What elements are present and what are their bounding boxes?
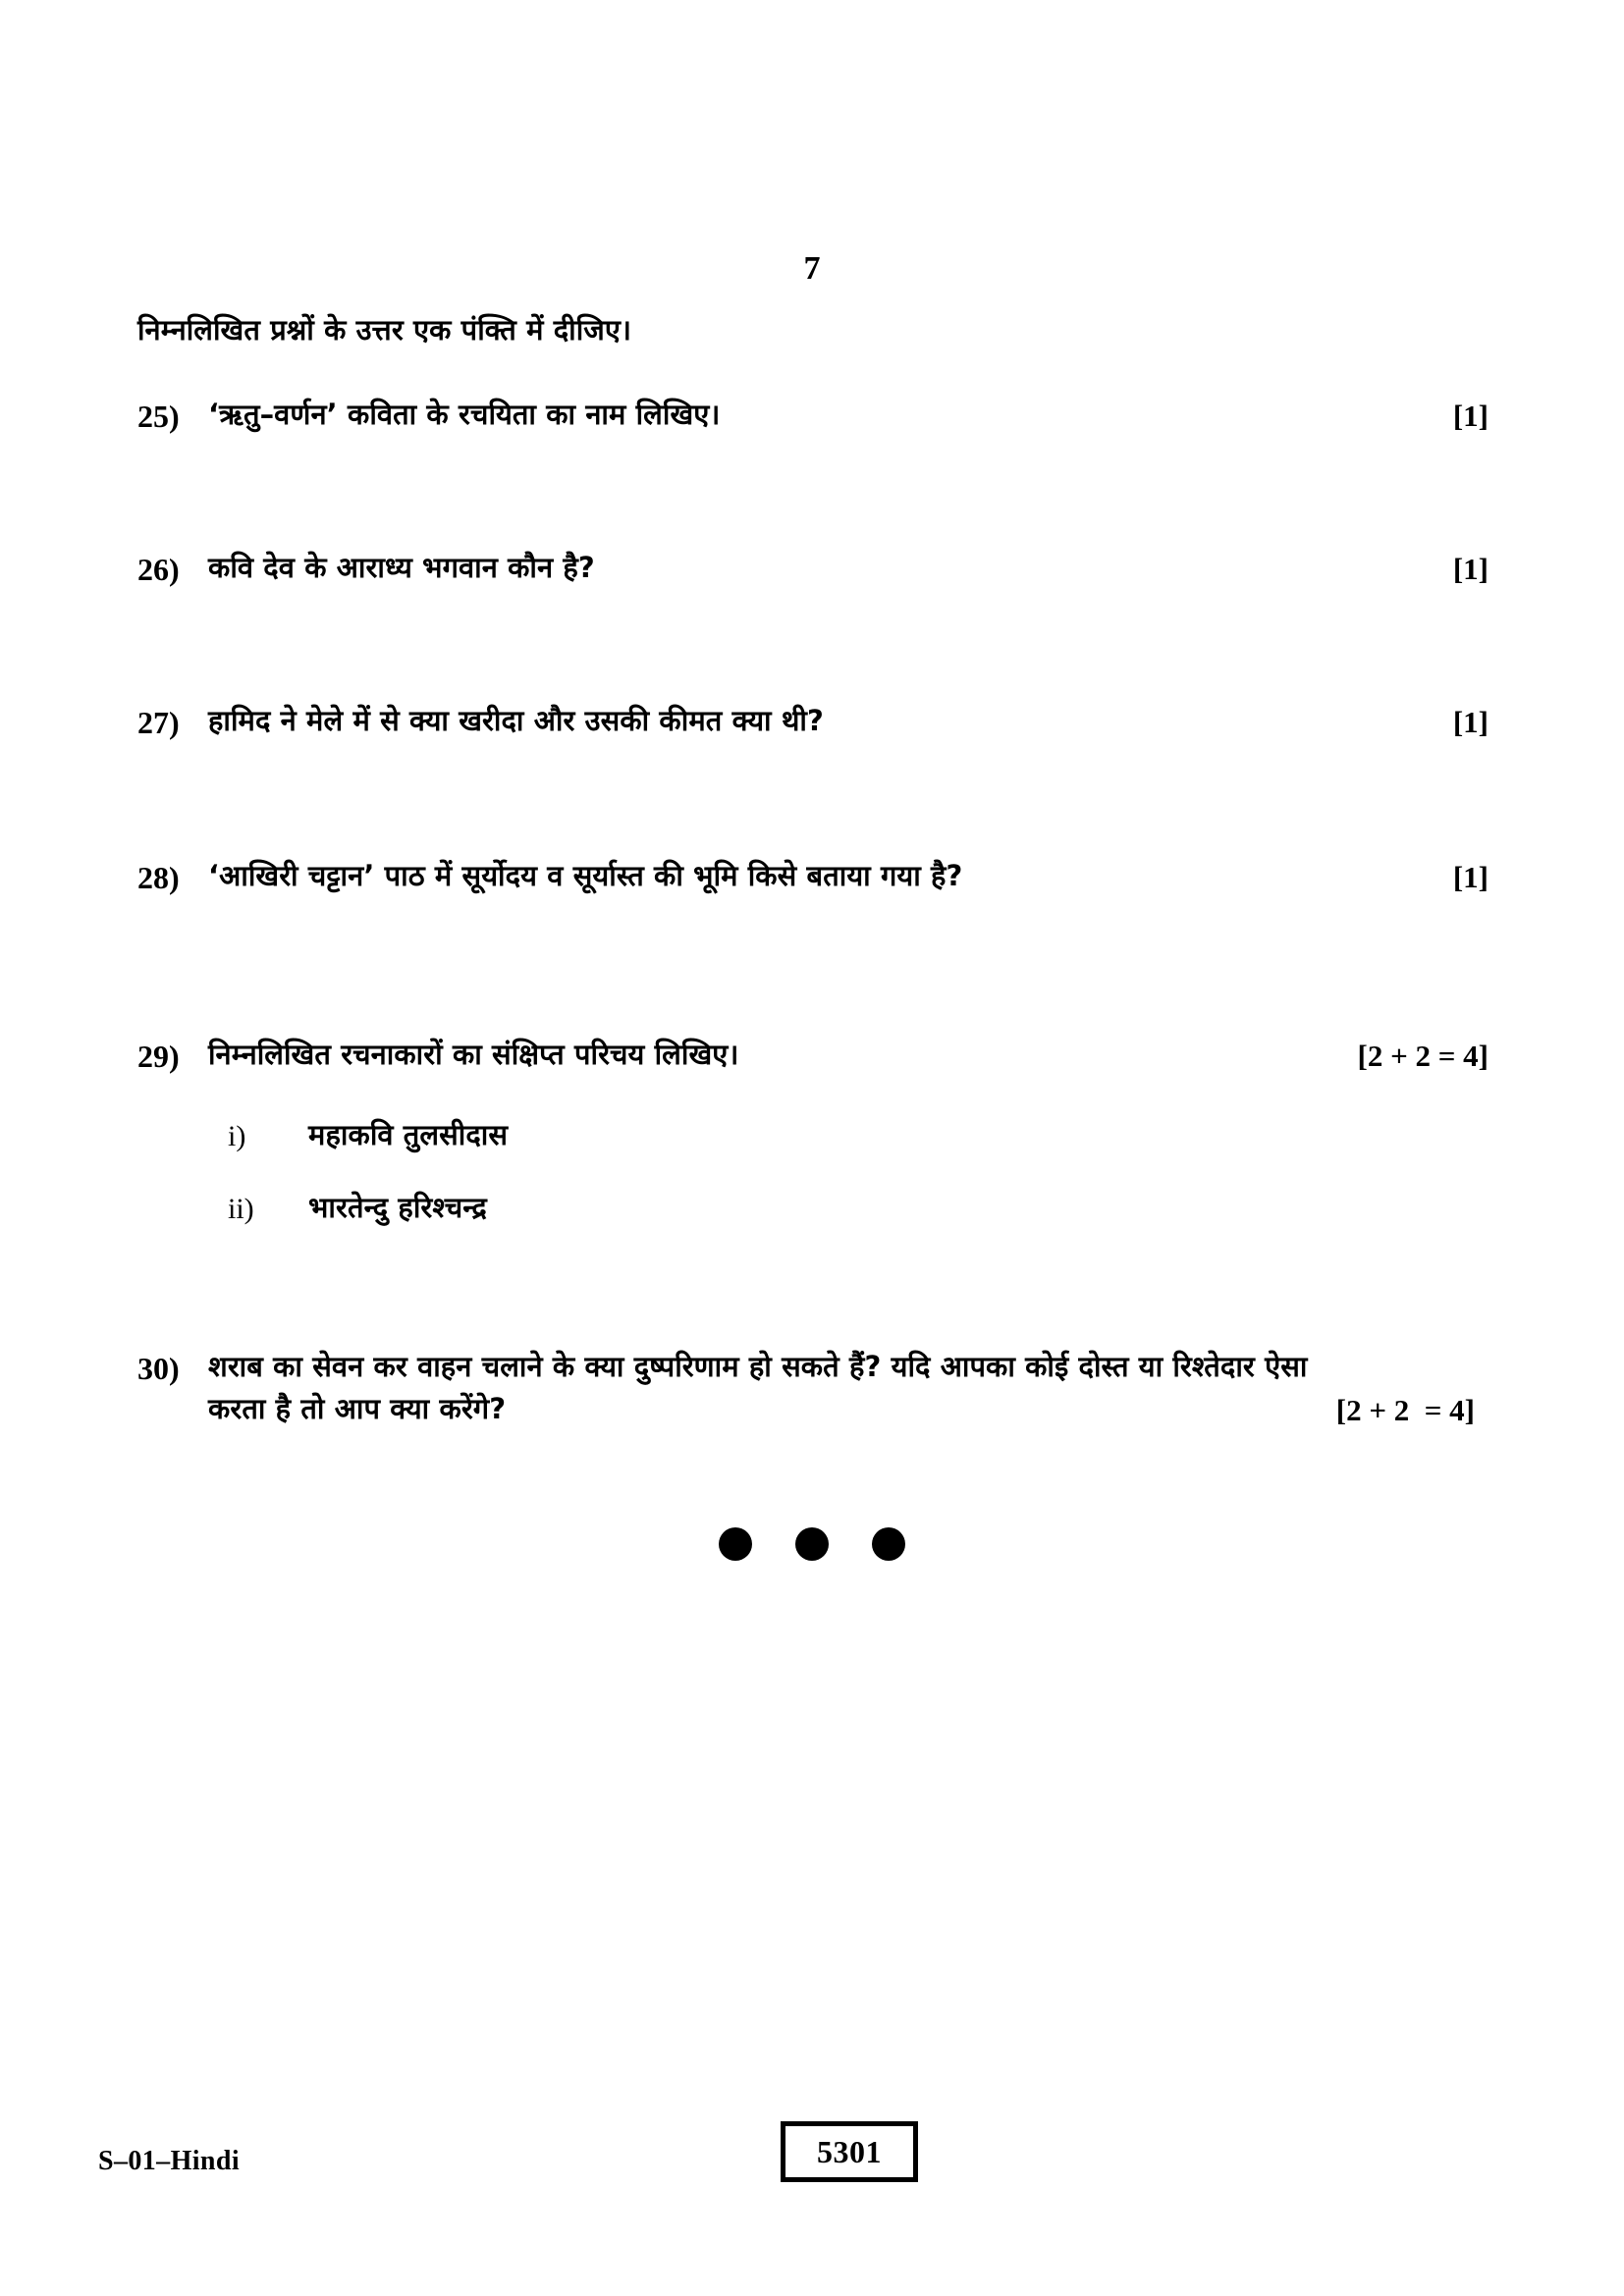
question-28-marks: [1] (1452, 860, 1489, 894)
question-29-subitem-ii (228, 1190, 487, 1227)
question-30-text-line-2: करता है तो आप क्या करेंगे? (208, 1392, 507, 1426)
question-30-text-line-1: शराब का सेवन कर वाहन चलाने के क्या दुष्परिणाम हो सकते हैं? यदि आपका कोई दोस्त या रिश्तेदार ऐसा (208, 1350, 1308, 1383)
section-end-ornament (0, 1527, 1624, 1561)
question-27-text: हामिद ने मेले में से क्या खरीदा और उसकी कीमत क्या थी? (208, 704, 824, 737)
booklet-number-box (781, 2121, 918, 2182)
question-29-marks: [2 + 2 = 4] (1357, 1039, 1489, 1073)
question-25-marks: [1] (1452, 399, 1489, 433)
question-26 (137, 550, 1489, 589)
question-26-text: कवि देव के आराध्य भगवान कौन है? (208, 551, 595, 584)
question-30-line-2-row (208, 1391, 1475, 1429)
subitem-i-text: महाकवि तुलसीदास (308, 1118, 509, 1151)
question-26-marks: [1] (1452, 552, 1489, 586)
question-29-number: 29) (137, 1039, 180, 1074)
question-28-text: ‘आखिरी चट्टान’ पाठ में सूर्योदय व सूर्यास्त की भूमि किसे बताया गया है? (208, 859, 963, 892)
question-30 (137, 1349, 1489, 1429)
question-30-marks: [2 + 2 = 4] (1335, 1393, 1475, 1428)
question-27 (137, 703, 1489, 742)
question-26-number: 26) (137, 552, 180, 587)
paper-code: S–01–Hindi (98, 2146, 241, 2176)
question-30-body (208, 1349, 1489, 1429)
question-28-number: 28) (137, 860, 180, 895)
question-25 (137, 397, 1489, 436)
question-30-number: 30) (137, 1351, 180, 1386)
ornament-dot-icon (872, 1527, 905, 1561)
ornament-dot-icon (719, 1527, 752, 1561)
instruction-line: निम्नलिखित प्रश्नों के उत्तर एक पंक्ति में दीजिए। (137, 313, 632, 347)
subitem-ii-text: भारतेन्दु हरिश्चन्द्र (308, 1191, 487, 1224)
booklet-number: 5301 (817, 2133, 882, 2169)
question-25-number: 25) (137, 399, 180, 434)
question-27-marks: [1] (1452, 705, 1489, 739)
question-25-text: ‘ऋतु–वर्णन’ कविता के रचयिता का नाम लिखिए। (208, 398, 721, 431)
page-number: 7 (803, 250, 821, 287)
question-29 (137, 1037, 1489, 1076)
question-29-subitem-i (228, 1117, 508, 1154)
subitem-i-label: i) (228, 1120, 246, 1152)
question-29-text: निम्नलिखित रचनाकारों का संक्षिप्त परिचय लिखिए। (208, 1038, 739, 1071)
subitem-ii-label: ii) (228, 1193, 254, 1225)
ornament-dot-icon (795, 1527, 829, 1561)
question-27-number: 27) (137, 705, 180, 740)
question-28 (137, 858, 1489, 897)
